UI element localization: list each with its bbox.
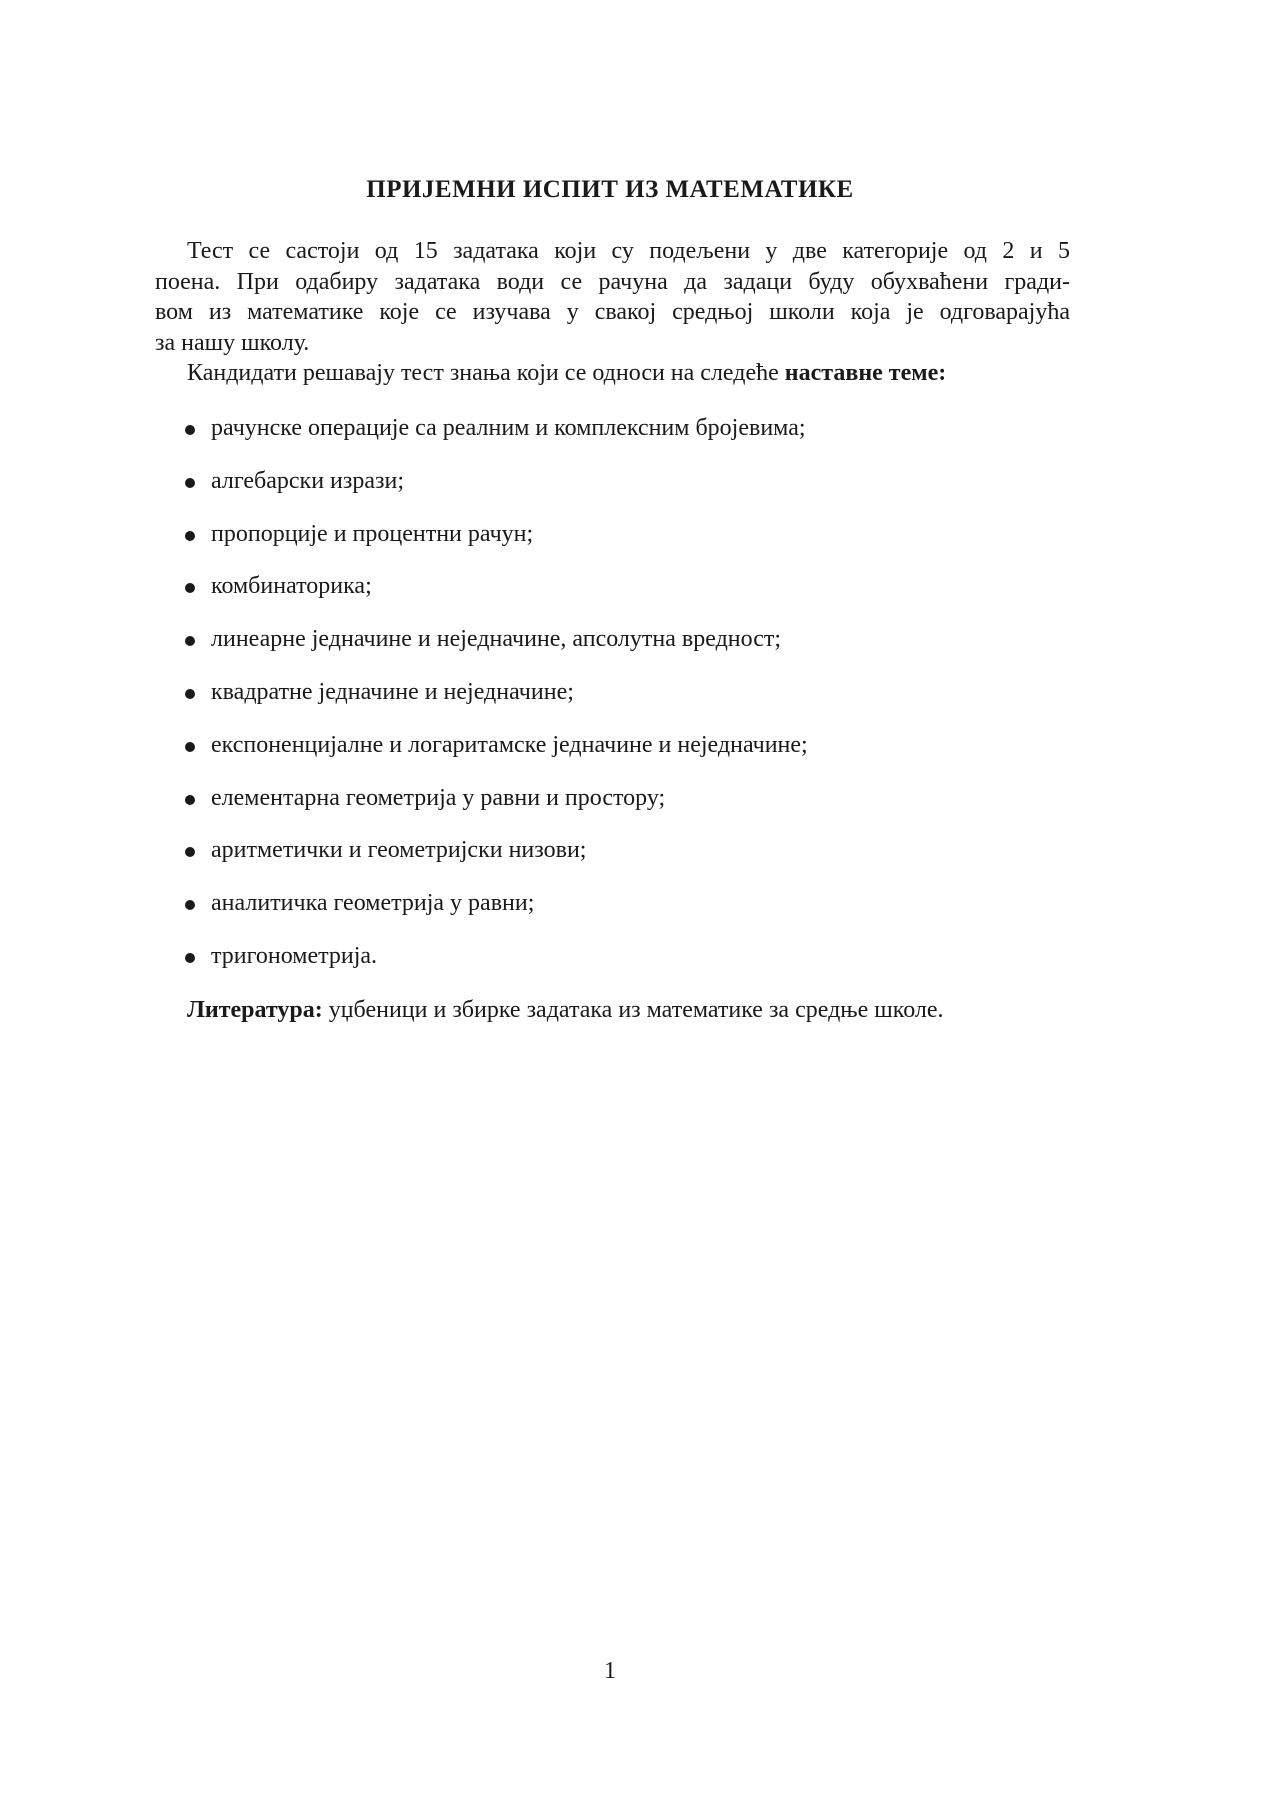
bullet-icon bbox=[185, 425, 195, 435]
topic-text: аритметички и геометријски низови; bbox=[211, 837, 587, 864]
list-item bbox=[185, 835, 808, 888]
list-item bbox=[185, 730, 808, 783]
bullet-icon bbox=[185, 636, 195, 646]
intro-line: поена. При одабиру задатака води се рачуна да задаци буду обухваћени гради- bbox=[155, 268, 1070, 295]
list-item bbox=[185, 941, 808, 994]
list-item bbox=[185, 466, 808, 519]
topic-text: аналитичка геометрија у равни; bbox=[211, 890, 535, 917]
topic-text: линеарне једначине и неједначине, апсолутна вредност; bbox=[211, 626, 782, 653]
intro-line: вом из математике које се изучава у свакој средњој школи која је одговарајућа bbox=[155, 299, 1070, 325]
list-item bbox=[185, 888, 808, 941]
list-item bbox=[185, 519, 808, 572]
bullet-icon bbox=[185, 583, 195, 593]
bullet-icon bbox=[185, 531, 195, 541]
topics-list bbox=[185, 413, 808, 994]
topic-text: тригонометрија. bbox=[211, 942, 378, 969]
page-number: 1 bbox=[604, 1658, 616, 1684]
list-item bbox=[185, 624, 808, 677]
topic-text: елементарна геометрија у равни и простору; bbox=[211, 784, 666, 811]
topics-intro-text: Кандидати решавају тест знања који се односи на следеће bbox=[187, 360, 779, 386]
bullet-icon bbox=[185, 689, 195, 699]
intro-paragraph bbox=[155, 236, 1070, 358]
bullet-icon bbox=[185, 900, 195, 910]
bullet-icon bbox=[185, 847, 195, 857]
literature-note bbox=[187, 995, 944, 1025]
literature-label: Литература: bbox=[187, 997, 323, 1023]
literature-text: уџбеници и збирке задатака из математике за средње школе. bbox=[328, 997, 944, 1023]
topic-text: експоненцијалне и логаритамске једначине и неједначине; bbox=[211, 731, 808, 758]
topics-intro-paragraph bbox=[155, 358, 1102, 389]
bullet-icon bbox=[185, 953, 195, 963]
topic-text: рачунске операције са реалним и комплексним бројевима; bbox=[211, 415, 806, 441]
topic-text: комбинаторика; bbox=[211, 573, 372, 600]
intro-line: Тест се састоји од 15 задатака који су подељени у две категорије од 2 и 5 bbox=[187, 238, 1070, 264]
bullet-icon bbox=[185, 795, 195, 805]
list-item bbox=[185, 571, 808, 624]
topic-text: алгебарски изрази; bbox=[211, 467, 405, 494]
list-item bbox=[185, 783, 808, 836]
page-title: ПРИЈЕМНИ ИСПИТ ИЗ МАТЕМАТИКЕ bbox=[366, 176, 854, 203]
topics-intro-bold: наставне теме: bbox=[784, 360, 947, 386]
topic-text: пропорције и процентни рачун; bbox=[211, 520, 534, 547]
topic-text: квадратне једначине и неједначине; bbox=[211, 678, 574, 705]
bullet-icon bbox=[185, 478, 195, 488]
bullet-icon bbox=[185, 742, 195, 752]
list-item bbox=[185, 677, 808, 730]
intro-line: за нашу школу. bbox=[155, 329, 310, 356]
list-item bbox=[185, 413, 808, 466]
